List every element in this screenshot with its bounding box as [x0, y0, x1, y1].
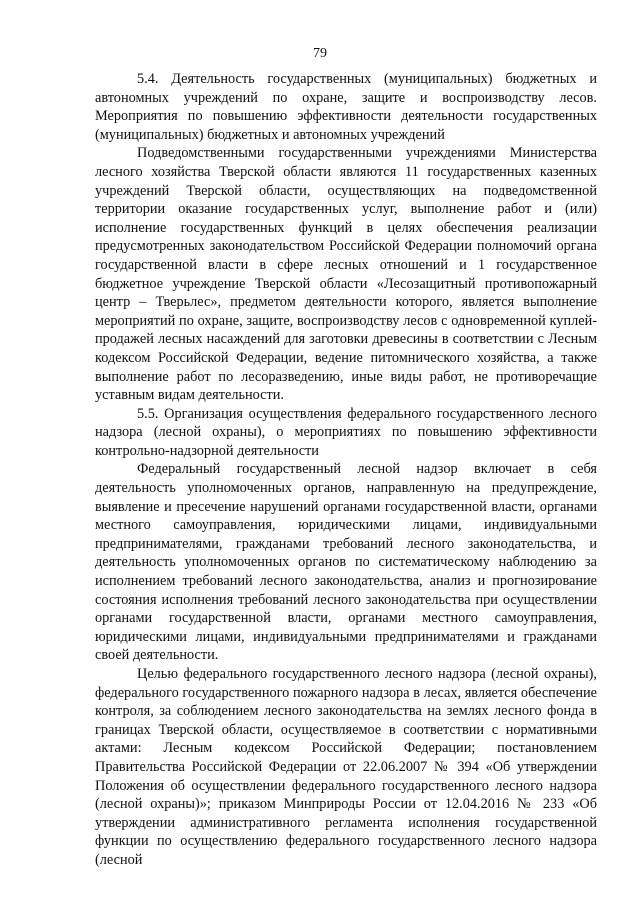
section-heading-5-5: 5.5. Организация осуществления федерального государственного лесного надзора (лесной охраны), о мероприятиях по повышению эффективности контрольно-надзорной деятельности	[95, 405, 597, 459]
paragraph-supervision-goal: Целью федерального государственного лесного надзора (лесной охраны), федерального государственного пожарного надзора в лесах, является обеспечение контроля, за соблюдением лесного законодательства на землях лесного фонда в границах Тверской области, осуществляемое в соответствии с нормативными актами: Лесным кодексом Российской Федерации; постановлением Правительства Российской Федерации от 22.06.2007 № 394 «Об утверждении Положения об осуществлении федерального государственного лесного надзора (лесной охраны)»; приказом Минприроды России от 12.04.2016 № 233 «Об утверждении административного регламента исполнения государственной функции по осуществлению федерального государственного лесного надзора (лесной	[95, 666, 597, 868]
page-number: 79	[313, 46, 327, 61]
document-body	[95, 70, 597, 870]
paragraph-subordinate-institutions: Подведомственными государственными учреждениями Министерства лесного хозяйства Тверской области являются 11 государственных казенных учреждений Тверской области, осуществляющих на подведомственной территории оказание государственных услуг, выполнение работ и (или) исполнение государственных функций в целях обеспечения реализации предусмотренных законодательством Российской Федерации полномочий органа государственной власти в сфере лесных отношений и 1 государственное бюджетное учреждение Тверской области «Лесозащитный противопожарный центр – Тверьлес», предметом деятельности которого, является выполнение мероприятий по охране, защите, воспроизводству лесов с одновременной куплей-продажей лесных насаждений для заготовки древесины в соответствии с Лесным кодексом Российской Федерации, ведение питомнического хозяйства, а также выполнение работ по лесоразведению, иные виды работ, не противоречащие уставным видам деятельности.	[95, 145, 597, 404]
paragraph-forest-supervision: Федеральный государственный лесной надзор включает в себя деятельность уполномоченных органов, направленную на предупреждение, выявление и пресечение нарушений органами государственной власти, органами местного самоуправления, юридическими лицами, индивидуальными предпринимателями, гражданами требований лесного законодательства, и деятельность уполномоченных органов по систематическому наблюдению за исполнением требований лесного законодательства, анализ и прогнозирование состояния исполнения требований лесного законодательства при осуществлении органами государственной власти, органами местного самоуправления, юридическими лицами, индивидуальными предпринимателями и гражданами своей деятельности.	[95, 461, 597, 664]
section-heading-5-4: 5.4. Деятельность государственных (муниципальных) бюджетных и автономных учреждений по охране, защите и воспроизводству лесов. Мероприятия по повышению эффективности деятельности государственных (муниципальных) бюджетных и автономных учреждений	[95, 71, 597, 143]
